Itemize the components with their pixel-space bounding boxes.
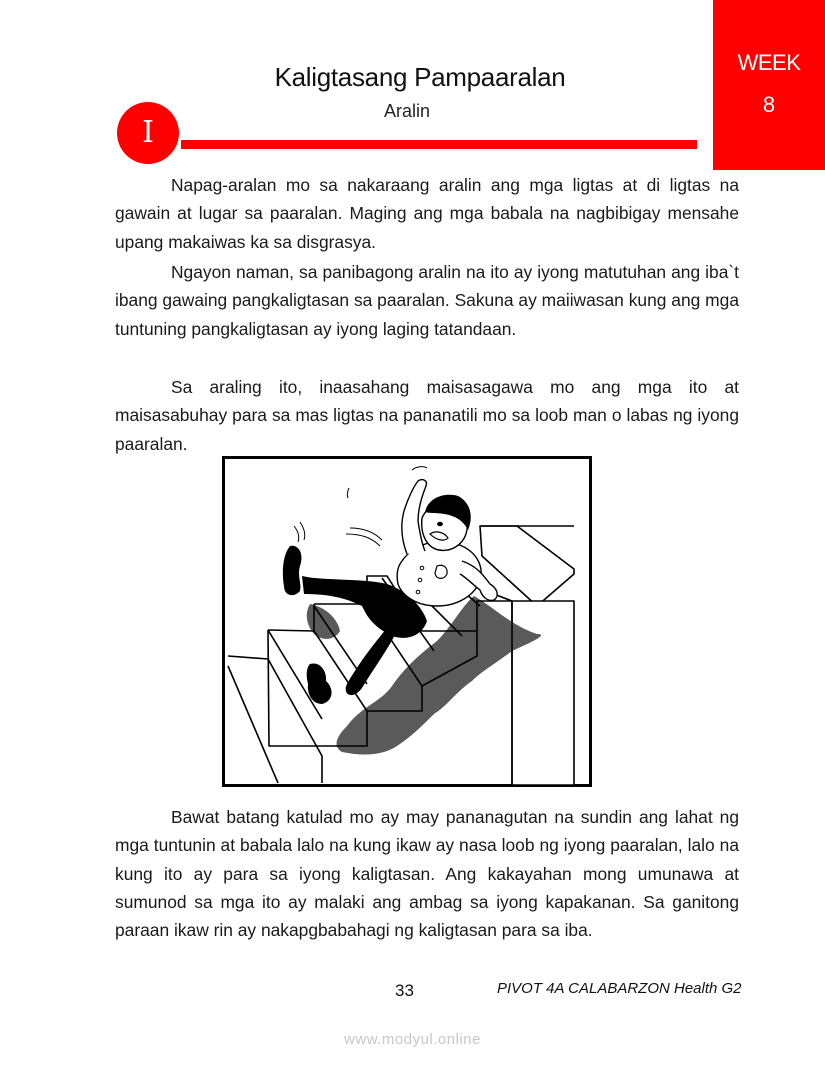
paragraph: Sa araling ito, inaasahang maisasagawa mo ang mga ito at maisasabuhay para sa mas ligtas na pananatili mo sa loob man o labas ng iyong paaralan.: [115, 377, 739, 454]
week-label: WEEK: [737, 50, 801, 75]
week-tab: [713, 0, 825, 170]
publication-footer: PIVOT 4A CALABARZON Health G2: [497, 980, 742, 997]
week-number: 8: [762, 92, 776, 117]
page-subtitle: Aralin: [383, 101, 431, 121]
paragraph: Bawat batang katulad mo ay may pananagutan na sundin ang lahat ng mga tuntunin at babala lalo na kung ikaw ay nasa loob ng iyong paaralan, lalo na kung ito ay para sa iyong kaligtasan. Ang kakayahan mong umunawa at sumunod sa mga ito ay malaki ang ambag sa iyong kapakanan. Sa ganitong paraan ikaw rin ay nakapgbabahagi ng kaligtasan para sa iba.: [115, 807, 739, 941]
illustration-boy-falling-on-stairs: [222, 456, 592, 787]
page-number: 33: [395, 981, 414, 1000]
paragraph: Ngayon naman, sa panibagong aralin na ito ay iyong matutuhan ang iba`t ibang gawaing pangkaligtasan sa paaralan. Sakuna ay maiiwasan kung ang mga tuntuning pangkaligtasan ay iyong laging tatandaan.: [115, 262, 739, 339]
page-title: Kaligtasang Pampaaralan: [274, 62, 566, 92]
watermark: www.modyul.online: [344, 1031, 481, 1048]
paragraph: Napag-aralan mo sa nakaraang aralin ang mga ligtas at di ligtas na gawain at lugar sa paaralan. Maging ang mga babala na nagbibigay mensahe upang makaiwas ka sa disgrasya.: [115, 175, 739, 252]
header-divider: [181, 140, 697, 149]
section-badge: I: [117, 102, 179, 164]
